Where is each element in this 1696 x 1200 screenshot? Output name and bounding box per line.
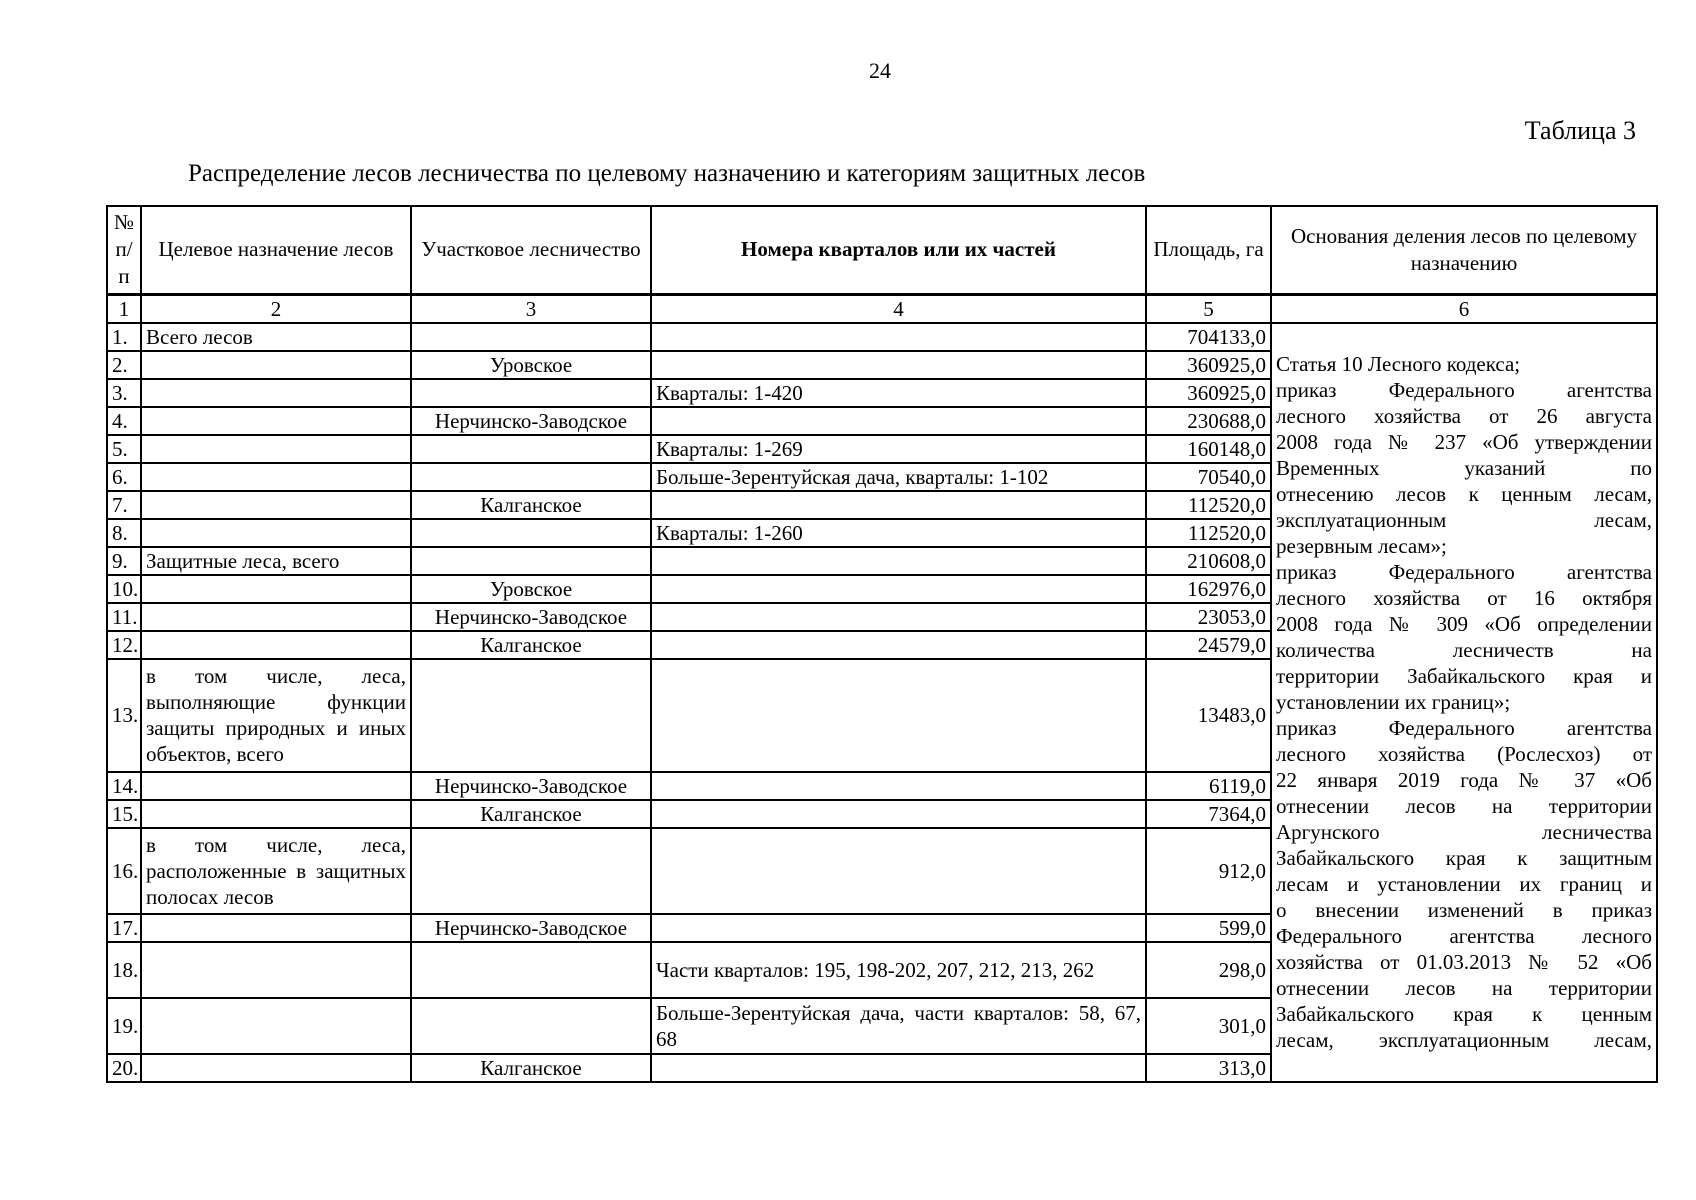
row-number: 10. [107, 575, 141, 603]
forestry-cell: Калганское [411, 1054, 651, 1082]
basis-line: количества лесничеств на [1276, 638, 1652, 662]
area-cell: 162976,0 [1146, 575, 1271, 603]
area-cell: 112520,0 [1146, 491, 1271, 519]
quarters-cell [651, 828, 1146, 914]
column-number: 6 [1271, 294, 1657, 323]
forestry-cell [411, 519, 651, 547]
area-cell: 599,0 [1146, 914, 1271, 942]
row-number: 19. [107, 998, 141, 1054]
area-cell: 301,0 [1146, 998, 1271, 1054]
area-cell: 24579,0 [1146, 631, 1271, 659]
row-number: 16. [107, 828, 141, 914]
quarters-cell: Кварталы: 1-269 [651, 435, 1146, 463]
header-area: Площадь, га [1146, 206, 1271, 294]
basis-line: хозяйства от 01.03.2013 № 52 «Об [1276, 950, 1652, 974]
header-no: № п/ п [107, 206, 141, 294]
purpose-cell [141, 379, 411, 407]
header-forestry: Участковое лесничество [411, 206, 651, 294]
forestry-cell [411, 323, 651, 351]
quarters-cell [651, 800, 1146, 828]
area-cell: 6119,0 [1146, 772, 1271, 800]
purpose-cell: Защитные леса, всего [141, 547, 411, 575]
forestry-cell [411, 828, 651, 914]
forestry-cell: Нерчинско-Заводское [411, 407, 651, 435]
basis-line: территории Забайкальского края и [1276, 664, 1652, 688]
column-number: 2 [141, 294, 411, 323]
forestry-cell [411, 379, 651, 407]
forestry-cell: Калганское [411, 631, 651, 659]
basis-line: приказ Федерального агентства [1276, 378, 1652, 402]
purpose-cell [141, 942, 411, 998]
quarters-cell: Части кварталов: 195, 198-202, 207, 212, 213, 262 [651, 942, 1146, 998]
quarters-cell: Больше-Зерентуйская дача, кварталы: 1-102 [651, 463, 1146, 491]
purpose-cell: в том числе, леса, расположенные в защитных полосах лесов [141, 828, 411, 914]
row-number: 12. [107, 631, 141, 659]
forestry-cell [411, 435, 651, 463]
forestry-cell [411, 463, 651, 491]
basis-line: резервным лесам»; [1276, 534, 1447, 558]
row-number: 14. [107, 772, 141, 800]
document-title: Распределение лесов лесничества по целевому назначению и категориям защитных лесов [188, 160, 1146, 187]
quarters-cell: Больше-Зерентуйская дача, части кварталов: 58, 67, 68 [651, 998, 1146, 1054]
quarters-cell [651, 547, 1146, 575]
area-cell: 704133,0 [1146, 323, 1271, 351]
purpose-cell [141, 519, 411, 547]
quarters-cell [651, 659, 1146, 772]
row-number: 1. [107, 323, 141, 351]
area-cell: 7364,0 [1146, 800, 1271, 828]
area-cell: 13483,0 [1146, 659, 1271, 772]
quarters-cell [651, 323, 1146, 351]
purpose-cell [141, 463, 411, 491]
column-number: 1 [107, 294, 141, 323]
basis-line: лесного хозяйства (Рослесхоз) от [1276, 742, 1652, 766]
quarters-cell [651, 603, 1146, 631]
quarters-cell [651, 407, 1146, 435]
row-number: 5. [107, 435, 141, 463]
forestry-cell: Нерчинско-Заводское [411, 603, 651, 631]
quarters-cell [651, 491, 1146, 519]
column-number: 3 [411, 294, 651, 323]
area-cell: 210608,0 [1146, 547, 1271, 575]
purpose-cell [141, 914, 411, 942]
quarters-cell: Кварталы: 1-260 [651, 519, 1146, 547]
header-basis: Основания деления лесов по целевому назначению [1271, 206, 1657, 294]
purpose-cell [141, 603, 411, 631]
purpose-cell [141, 435, 411, 463]
quarters-cell [651, 772, 1146, 800]
basis-line: эксплуатационным лесам, [1276, 508, 1652, 532]
basis-line: приказ Федерального агентства [1276, 560, 1652, 584]
basis-line: Забайкальского края к ценным [1276, 1002, 1652, 1026]
area-cell: 912,0 [1146, 828, 1271, 914]
basis-line: 22 января 2019 года № 37 «Об [1276, 768, 1652, 792]
row-number: 3. [107, 379, 141, 407]
forestry-cell [411, 998, 651, 1054]
basis-line: отнесении лесов на территории [1276, 976, 1652, 1000]
area-cell: 360925,0 [1146, 379, 1271, 407]
purpose-cell: Всего лесов [141, 323, 411, 351]
purpose-cell: в том числе, леса, выполняющие функции защиты природных и иных объектов, всего [141, 659, 411, 772]
area-cell: 313,0 [1146, 1054, 1271, 1082]
basis-line: лесного хозяйства от 16 октября [1276, 586, 1652, 610]
forestry-cell [411, 942, 651, 998]
quarters-cell [651, 351, 1146, 379]
basis-line: Забайкальского края к защитным [1276, 846, 1652, 870]
row-number: 6. [107, 463, 141, 491]
basis-cell [1271, 323, 1657, 1082]
forestry-cell: Калганское [411, 491, 651, 519]
basis-line: приказ Федерального агентства [1276, 716, 1652, 740]
column-number: 5 [1146, 294, 1271, 323]
quarters-cell [651, 914, 1146, 942]
column-number: 4 [651, 294, 1146, 323]
forestry-cell [411, 659, 651, 772]
table-label: Таблица 3 [1524, 116, 1636, 145]
column-number-row [107, 294, 1657, 323]
area-cell: 360925,0 [1146, 351, 1271, 379]
forest-distribution-table [106, 205, 1658, 1083]
purpose-cell [141, 772, 411, 800]
forestry-cell: Уровское [411, 575, 651, 603]
row-number: 7. [107, 491, 141, 519]
basis-line: 2008 года № 237 «Об утверждении [1276, 430, 1652, 454]
table-header-row [107, 206, 1657, 294]
purpose-cell [141, 351, 411, 379]
row-number: 11. [107, 603, 141, 631]
table-row [107, 323, 1657, 351]
area-cell: 23053,0 [1146, 603, 1271, 631]
purpose-cell [141, 1054, 411, 1082]
row-number: 15. [107, 800, 141, 828]
quarters-cell [651, 575, 1146, 603]
row-number: 20. [107, 1054, 141, 1082]
purpose-cell [141, 998, 411, 1054]
header-quarters: Номера кварталов или их частей [651, 206, 1146, 294]
basis-line: отнесению лесов к ценным лесам, [1276, 482, 1652, 506]
basis-line: лесам, эксплуатационным лесам, [1276, 1028, 1652, 1052]
basis-line: Аргунского лесничества [1276, 820, 1652, 844]
basis-line: лесного хозяйства от 26 августа [1276, 404, 1652, 428]
basis-line: установлении их границ»; [1276, 690, 1511, 714]
row-number: 17. [107, 914, 141, 942]
row-number: 13. [107, 659, 141, 772]
basis-line: 2008 года № 309 «Об определении [1276, 612, 1652, 636]
forestry-cell: Нерчинско-Заводское [411, 914, 651, 942]
forestry-cell: Уровское [411, 351, 651, 379]
purpose-cell [141, 631, 411, 659]
quarters-cell: Кварталы: 1-420 [651, 379, 1146, 407]
area-cell: 112520,0 [1146, 519, 1271, 547]
row-number: 8. [107, 519, 141, 547]
basis-line: о внесении изменений в приказ [1276, 898, 1652, 922]
basis-line: Федерального агентства лесного [1276, 924, 1652, 948]
page-number: 24 [869, 58, 891, 83]
area-cell: 298,0 [1146, 942, 1271, 998]
row-number: 2. [107, 351, 141, 379]
basis-line: Статья 10 Лесного кодекса; [1276, 352, 1521, 376]
forestry-cell: Калганское [411, 800, 651, 828]
row-number: 4. [107, 407, 141, 435]
row-number: 18. [107, 942, 141, 998]
purpose-cell [141, 491, 411, 519]
basis-line: Временных указаний по [1276, 456, 1652, 480]
area-cell: 230688,0 [1146, 407, 1271, 435]
quarters-cell [651, 631, 1146, 659]
forestry-cell [411, 547, 651, 575]
forestry-cell: Нерчинско-Заводское [411, 772, 651, 800]
area-cell: 160148,0 [1146, 435, 1271, 463]
row-number: 9. [107, 547, 141, 575]
header-purpose: Целевое назначение лесов [141, 206, 411, 294]
basis-line: лесам и установлении их границ и [1276, 872, 1652, 896]
basis-line: отнесении лесов на территории [1276, 794, 1652, 818]
purpose-cell [141, 575, 411, 603]
purpose-cell [141, 407, 411, 435]
quarters-cell [651, 1054, 1146, 1082]
area-cell: 70540,0 [1146, 463, 1271, 491]
purpose-cell [141, 800, 411, 828]
